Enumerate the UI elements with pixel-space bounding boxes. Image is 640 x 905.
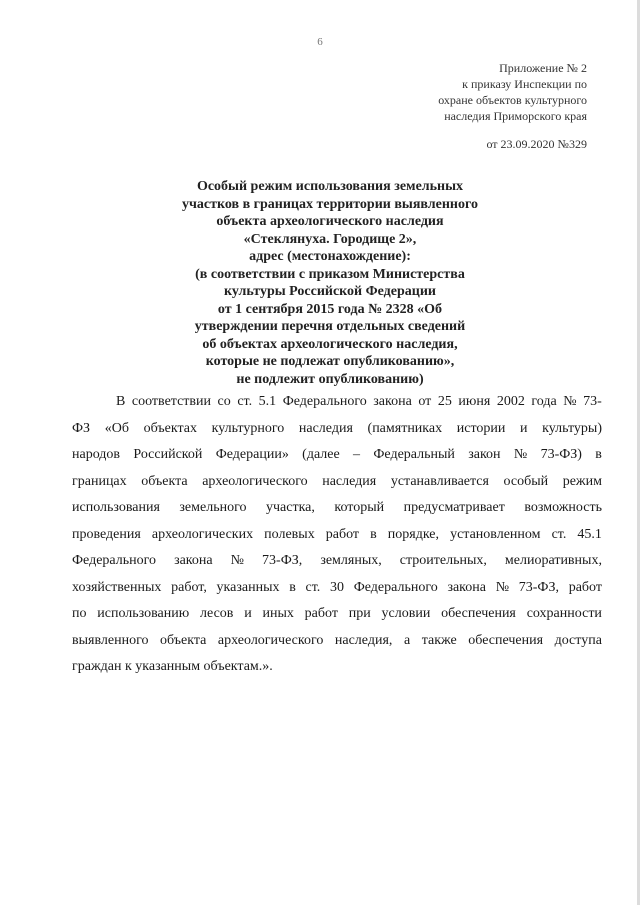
heading-line: культуры Российской Федерации <box>224 284 436 299</box>
body-line: народов Российской Федерации» (далее – Федеральный закон № 73-ФЗ) в <box>72 447 602 462</box>
body-line: границах объекта археологического наследия устанавливается особый режим <box>72 473 602 489</box>
heading-line: не подлежит опубликованию) <box>236 371 424 387</box>
body-line: по использованию лесов и иных работ при условии обеспечения сохранности <box>72 606 602 621</box>
appendix-block <box>347 60 587 124</box>
body-line: ФЗ «Об объектах культурного наследия (памятниках истории и культуры) <box>72 420 602 436</box>
appendix-date: от 23.09.2020 №329 <box>486 137 587 151</box>
heading-line: которые не подлежат опубликованию», <box>205 354 455 369</box>
heading-line: Особый режим использования земельных <box>196 179 464 194</box>
body-line: использования земельного участка, который предусматривает возможность <box>72 500 602 515</box>
heading-line: об объектах археологического наследия, <box>202 336 458 352</box>
heading-line: утверждении перечня отдельных сведений <box>194 319 466 334</box>
heading-line: адрес (местонахождение): <box>249 249 411 264</box>
appendix-line: охране объектов культурного <box>438 93 587 107</box>
heading-line: «Стеклянуха. Городище 2», <box>243 231 417 247</box>
appendix-line: Приложение № 2 <box>499 61 587 75</box>
page-number: 6 <box>317 36 323 48</box>
body-line: В соответствии со ст. 5.1 Федерального закона от 25 июня 2002 года № 73- <box>116 394 602 409</box>
body-line: проведения археологических полевых работ в порядке, установленном ст. 45.1 <box>72 526 602 542</box>
body-line: граждан к указанным объектам.». <box>72 659 273 674</box>
heading-line: участков в границах территории выявленного <box>182 196 478 212</box>
document-heading <box>130 178 530 388</box>
body-paragraph <box>72 389 602 681</box>
heading-line: объекта археологического наследия <box>216 214 444 229</box>
heading-line: (в соответствии с приказом Министерства <box>195 266 465 282</box>
heading-line: от 1 сентября 2015 года № 2328 «Об <box>217 301 443 317</box>
body-line: Федерального закона № 73-ФЗ, земляных, строительных, мелиоративных, <box>72 553 602 568</box>
body-line: хозяйственных работ, указанных в ст. 30 Федерального закона № 73-ФЗ, работ <box>72 579 602 595</box>
appendix-line: наследия Приморского края <box>444 109 587 123</box>
body-line: выявленного объекта археологического наследия, а также обеспечения доступа <box>72 632 602 648</box>
appendix-line: к приказу Инспекции по <box>462 77 587 91</box>
